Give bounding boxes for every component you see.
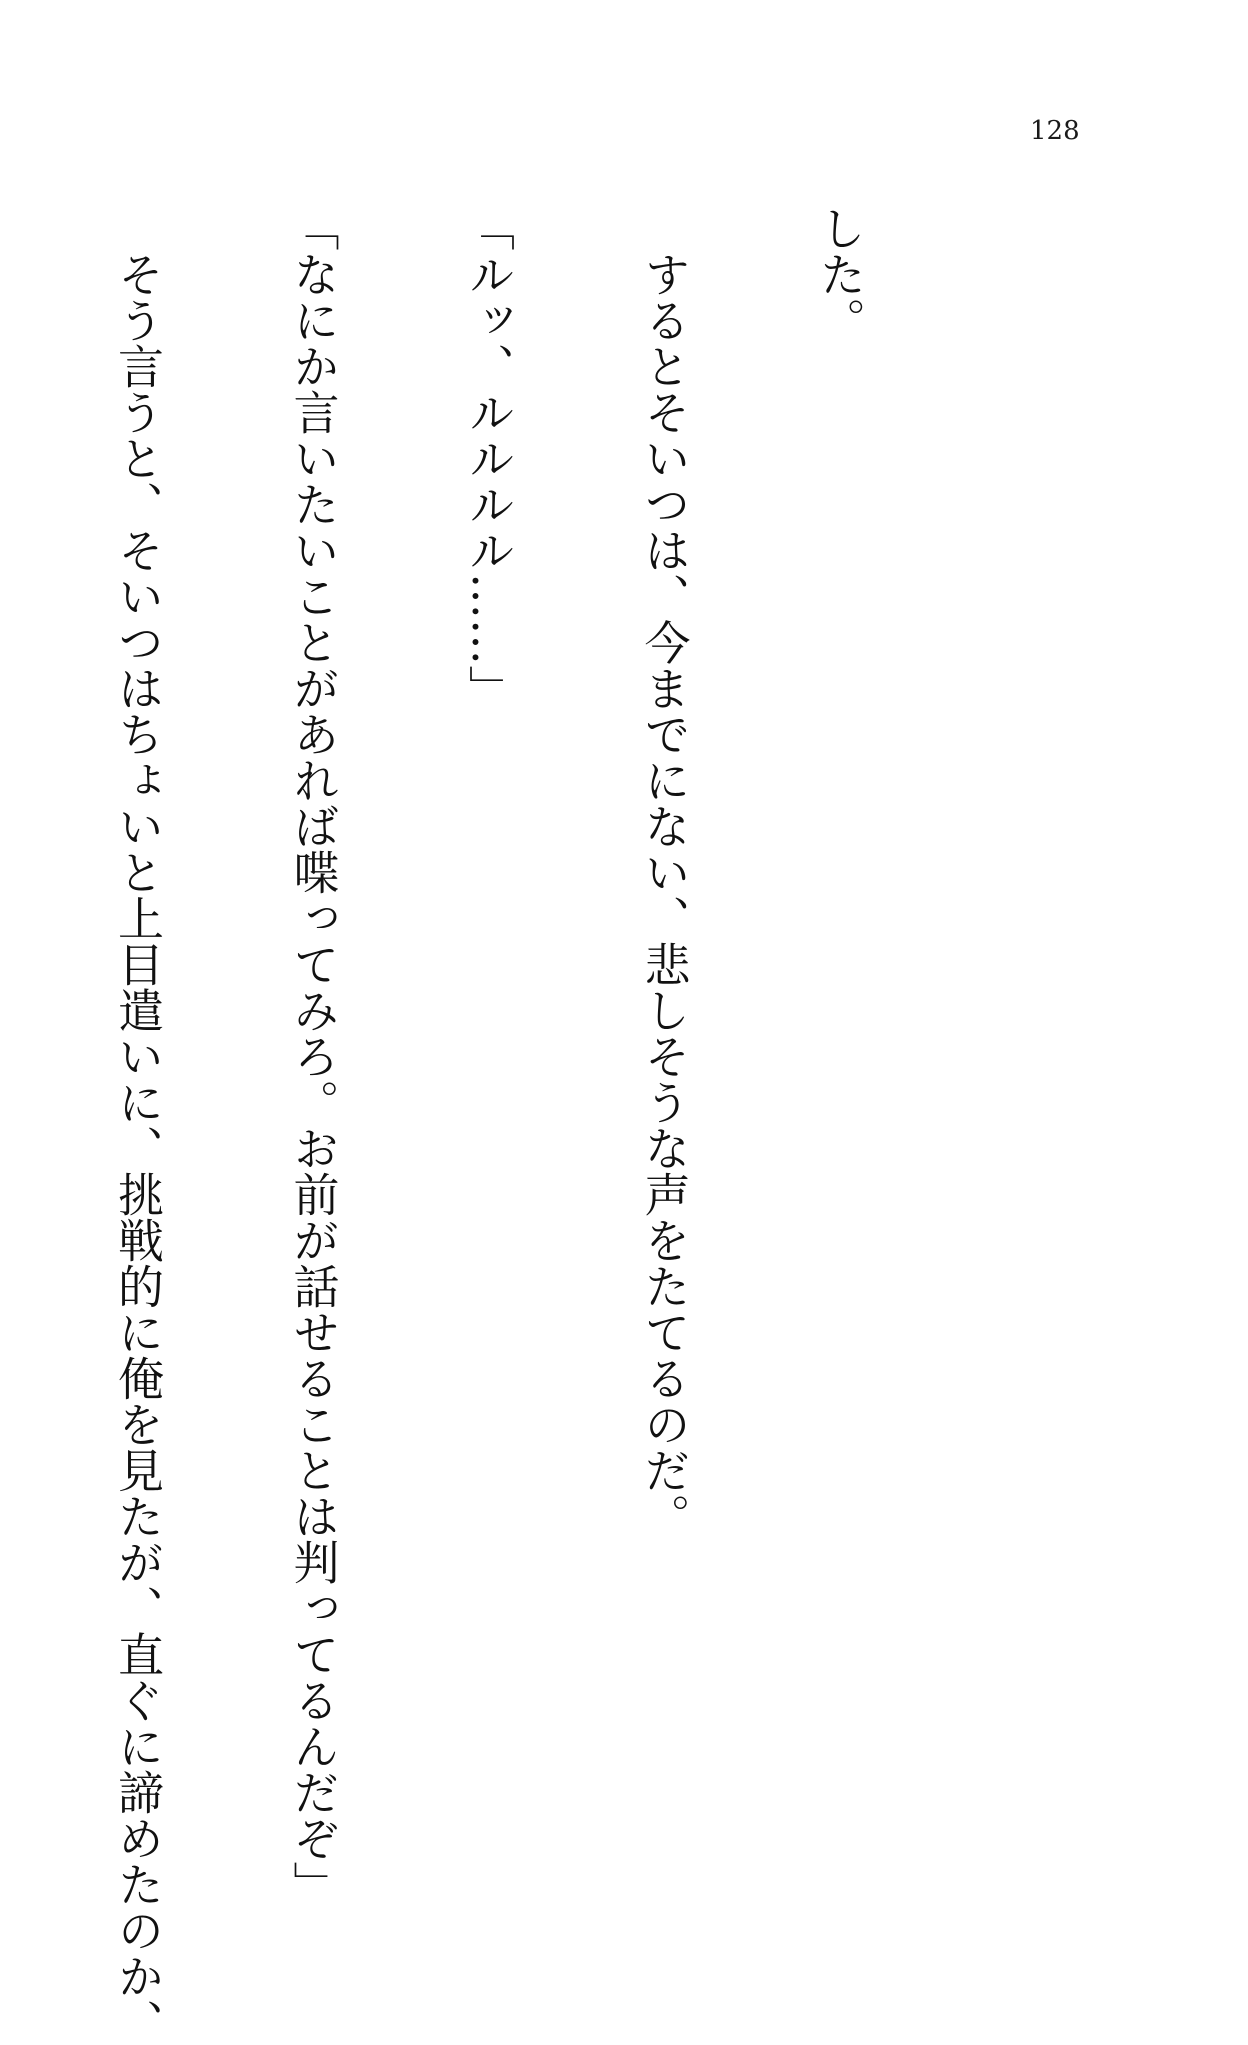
text-line: 「なにか言いたいことがあれば喋ってみろ。お前が話せることは判ってるんだぞ」 [286, 205, 341, 1907]
text-line: そう言うと、そいつはちょいと上目遣いに、挑戦的に俺を見たが、直ぐに諦めたのか、 [111, 205, 165, 2045]
text-line: 「ルッ、ルルルル……」 [462, 205, 516, 711]
vertical-text-body [0, 205, 986, 2045]
text-line: した。 [813, 205, 867, 343]
text-line: するとそいつは、今までにない、悲しそうな声をたてるのだ。 [637, 205, 692, 1539]
page-number: 128 [1030, 116, 1080, 146]
